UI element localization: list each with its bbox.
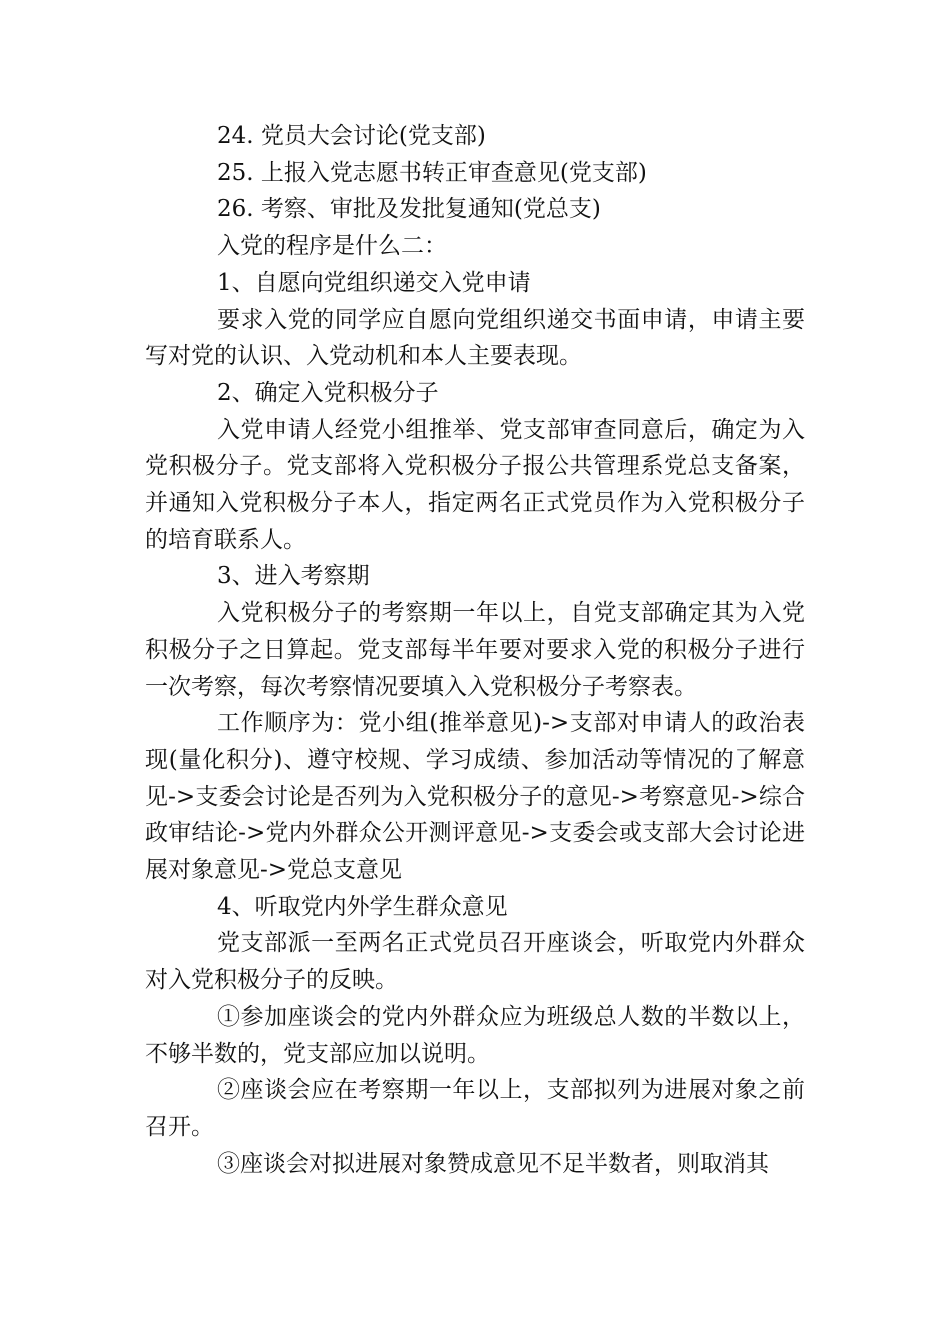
paragraph-period: 入党积极分子的考察期一年以上，自党支部确定其为入党积极分子之日算起。党支部每半年要对要求入党的积极分子进行一次考察，每次考察情况要填入入党积极分子考察表。: [145, 600, 805, 700]
list-item-25: 25. 上报入党志愿书转正审查意见(党支部): [217, 159, 647, 186]
heading-step-4: 4、听取党内外学生群众意见: [217, 893, 508, 920]
list-item-26: 26. 考察、审批及发批复通知(党总支): [217, 196, 601, 223]
document-body: [145, 118, 805, 1182]
heading-step-3: 3、进入考察期: [217, 563, 370, 590]
paragraph-note-3: ③座谈会对拟进展对象赞成意见不足半数者，则取消其: [217, 1150, 769, 1177]
paragraph-application: 要求入党的同学应自愿向党组织递交书面申请，申请主要写对党的认识、入党动机和本人主要表现。: [145, 306, 805, 370]
section-title: 入党的程序是什么二：: [217, 233, 447, 260]
heading-step-1: 1、自愿向党组织递交入党申请: [217, 269, 531, 296]
heading-step-2: 2、确定入党积极分子: [217, 379, 439, 406]
paragraph-work-order: 工作顺序为：党小组(推举意见)->支部对申请人的政治表现(量化积分)、遵守校规、学习成绩、参加活动等情况的了解意见->支委会讨论是否列为入党积极分子的意见->考察意见->综合政审结论->党内外群众公开测评意见->支委会或支部大会讨论进展对象意见->党总支意见: [145, 710, 805, 884]
paragraph-note-2: ②座谈会应在考察期一年以上，支部拟列为进展对象之前召开。: [145, 1077, 805, 1140]
paragraph-forum: 党支部派一至两名正式党员召开座谈会，听取党内外群众对入党积极分子的反映。: [145, 930, 805, 994]
paragraph-activist: 入党申请人经党小组推举、党支部审查同意后，确定为入党积极分子。党支部将入党积极分子报公共管理系党总支备案，并通知入党积极分子本人，指定两名正式党员作为入党积极分子的培育联系人。: [145, 416, 805, 553]
list-item-24: 24. 党员大会讨论(党支部): [217, 123, 486, 149]
paragraph-note-1: ①参加座谈会的党内外群众应为班级总人数的半数以上，不够半数的，党支部应加以说明。: [145, 1003, 805, 1067]
